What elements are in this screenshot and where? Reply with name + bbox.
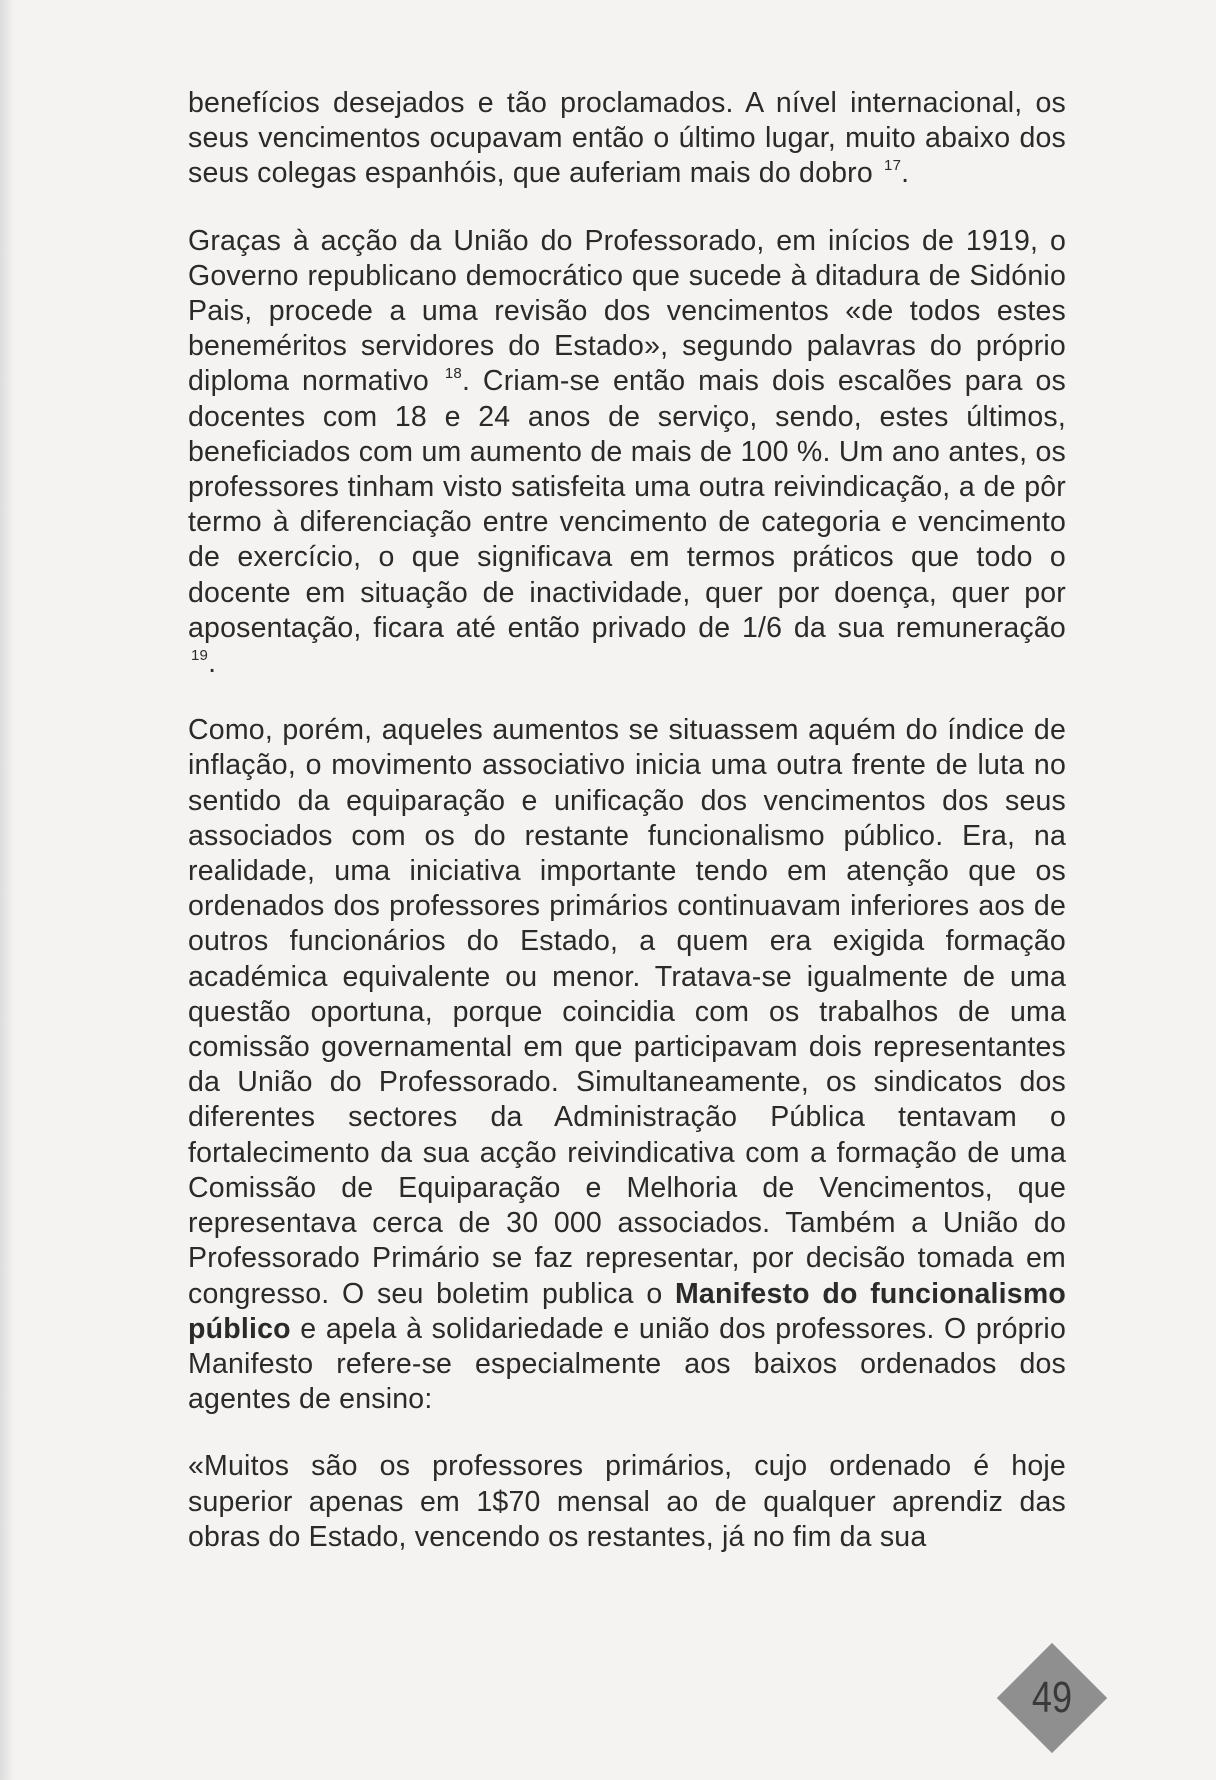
paragraph-3-end: e apela à solidariedade e união dos professores. O próprio Manifesto refere-se especialmente aos baixos ordenados dos agentes de ensino: (188, 1312, 1066, 1416)
quotation-text: «Muitos são os professores primários, cujo ordenado é hoje superior apenas em 1$70 mensal ao de qualquer aprendiz das obras do Estado, vencendo os restantes, já no fim da sua (188, 1450, 1066, 1553)
page-number-badge (997, 1643, 1107, 1753)
paragraph-2-text: Graças à acção da União do Professorado, em inícios de 1919, o Governo republicano democrático que sucede à ditadura de Sidónio Pais, procede a uma revisão dos vencimentos «de todos estes beneméritos servidores do Estado», segundo palavras do próprio diploma normativo (188, 224, 1066, 398)
paragraph-2-middle: . Criam-se então mais dois escalões para os docentes com 18 e 24 anos de serviço, sendo, estes últimos, beneficiados com um aumento de mais de 100 %. Um ano antes, os professores tinham visto satisfeita uma outra reivindicação, a de pôr termo à diferenciação entre vencimento de categoria e vencimento de exercício, o que significava em termos práticos que todo o docente em situação de inactividade, quer por doença, quer por aposentação, ficara até então privado de 1/6 da sua remuneração (188, 365, 1067, 644)
manifesto-title: Manifesto do funcionalismo público (188, 1277, 1066, 1345)
footnote-ref-19: 19 (191, 647, 209, 665)
body-text (188, 86, 1066, 1587)
paragraph-1-text: benefícios desejados e tão proclamados. A nível internacional, os seus vencimentos ocupavam então o último lugar, muito abaixo dos seus colegas espanhóis, que auferiam mais do dobro (188, 87, 1066, 190)
page-number: 49 (1031, 1673, 1073, 1722)
footnote-ref-18: 18 (444, 365, 462, 383)
paragraph-2-end: . (208, 647, 217, 680)
paragraph-1 (188, 86, 1066, 192)
page-gutter-shadow (0, 0, 14, 1780)
footnote-ref-17: 17 (884, 157, 902, 175)
paragraph-3-text: Como, porém, aqueles aumentos se situassem aquém do índice de inflação, o movimento associativo inicia uma outra frente de luta no sentido da equiparação e unificação dos vencimentos dos seus associados com os do restante funcionalismo público. Era, na realidade, uma iniciativa importante tendo em atenção que os ordenados dos professores primários continuavam inferiores aos de outros funcionários do Estado, a quem era exigida formação académica equivalente ou menor. Tratava-se igualmente de uma questão oportuna, porque coincidia com os trabalhos de uma comissão governamental em que participavam dois representantes da União do Professorado. Simultaneamente, os sindicatos dos diferentes sectores da Administração Pública tentavam o fortalecimento da sua acção reivindicativa com a formação de uma Comissão de Equiparação e Melhoria de Vencimentos, que representava cerca de 30 000 associados. Também a União do Professorado Primário se faz representar, por decisão tomada em congresso. O seu boletim publica o (188, 714, 1066, 1310)
paragraph-2 (188, 224, 1066, 682)
paragraph-4 (188, 1449, 1066, 1555)
paragraph-1-end: . (901, 157, 910, 190)
paragraph-3 (188, 713, 1066, 1417)
